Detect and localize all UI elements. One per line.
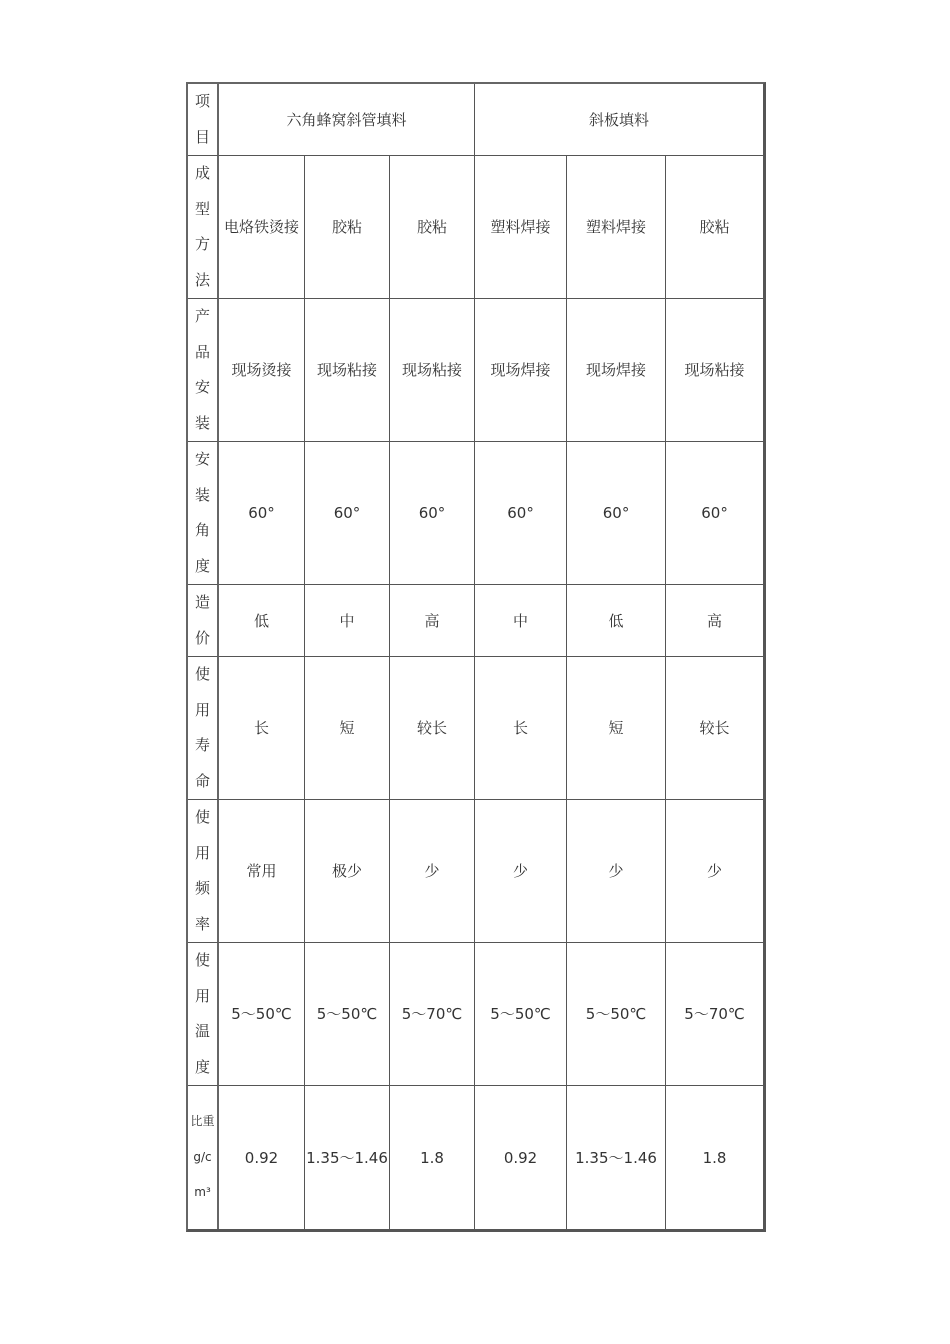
table-cell: 少 xyxy=(666,800,763,943)
table-cell: 长 xyxy=(219,657,305,800)
table-cell: 短 xyxy=(305,657,390,800)
table-cell: 低 xyxy=(219,585,305,657)
table-cell: 塑料焊接 xyxy=(475,156,567,299)
table-cell: 较长 xyxy=(390,657,475,800)
table-row xyxy=(188,1086,763,1229)
table-cell: 现场焊接 xyxy=(475,299,567,442)
row-label: 造价 xyxy=(188,585,219,657)
group-header-inclined-plate: 斜板填料 xyxy=(475,84,763,156)
table-cell: 现场烫接 xyxy=(219,299,305,442)
table-cell: 60° xyxy=(390,442,475,585)
table-cell: 较长 xyxy=(666,657,763,800)
table-row xyxy=(188,943,763,1086)
table-cell: 电烙铁烫接 xyxy=(219,156,305,299)
table-row xyxy=(188,585,763,657)
group-header-hexagonal-tube: 六角蜂窝斜管填料 xyxy=(219,84,475,156)
table-cell: 现场粘接 xyxy=(390,299,475,442)
table-cell: 5～70℃ xyxy=(390,943,475,1086)
table-cell: 5～70℃ xyxy=(666,943,763,1086)
table-cell: 短 xyxy=(567,657,666,800)
corner-cell: 项目 xyxy=(188,84,219,156)
row-label: 使用频率 xyxy=(188,800,219,943)
table-cell: 1.35～1.46 xyxy=(305,1086,390,1229)
table-row xyxy=(188,800,763,943)
table-cell: 5～50℃ xyxy=(219,943,305,1086)
table-cell: 60° xyxy=(475,442,567,585)
table-row xyxy=(188,657,763,800)
table-cell: 5～50℃ xyxy=(475,943,567,1086)
row-label: 成型方法 xyxy=(188,156,219,299)
table-cell: 塑料焊接 xyxy=(567,156,666,299)
table-cell: 高 xyxy=(666,585,763,657)
table-cell: 少 xyxy=(567,800,666,943)
row-label: 比重g/cm³ xyxy=(188,1086,219,1229)
table-cell: 1.8 xyxy=(390,1086,475,1229)
table-cell: 低 xyxy=(567,585,666,657)
table-cell: 少 xyxy=(475,800,567,943)
table-cell: 5～50℃ xyxy=(567,943,666,1086)
table-cell: 高 xyxy=(390,585,475,657)
table-cell: 1.8 xyxy=(702,1148,727,1167)
table-cell: 常用 xyxy=(219,800,305,943)
table-cell: 胶粘 xyxy=(666,156,763,299)
table-cell: 60° xyxy=(305,442,390,585)
row-label: 安装角度 xyxy=(188,442,219,585)
table-cell: 少 xyxy=(390,800,475,943)
table-cell: 中 xyxy=(305,585,390,657)
table-cell: 60° xyxy=(666,442,763,585)
table-cell: 60° xyxy=(567,442,666,585)
row-label: 使用温度 xyxy=(188,943,219,1086)
table-cell: 中 xyxy=(475,585,567,657)
table-cell: 胶粘 xyxy=(390,156,475,299)
table-cell: 现场焊接 xyxy=(567,299,666,442)
comparison-table xyxy=(186,82,766,1232)
table-cell: 极少 xyxy=(305,800,390,943)
table-row xyxy=(188,299,763,442)
table-cell: 1.35～1.46 xyxy=(567,1086,666,1229)
table-cell: 60° xyxy=(219,442,305,585)
table-row xyxy=(188,156,763,299)
table-cell: 现场粘接 xyxy=(305,299,390,442)
table-cell: 胶粘 xyxy=(305,156,390,299)
table-cell: 5～50℃ xyxy=(305,943,390,1086)
header-row xyxy=(188,84,763,156)
table-cell: 0.92 xyxy=(475,1086,567,1229)
table-cell: 长 xyxy=(475,657,567,800)
table-cell: 0.92 xyxy=(219,1086,305,1229)
row-label: 使用寿命 xyxy=(188,657,219,800)
table-cell: 现场粘接 xyxy=(666,299,763,442)
row-label: 产品安装 xyxy=(188,299,219,442)
table-row xyxy=(188,442,763,585)
